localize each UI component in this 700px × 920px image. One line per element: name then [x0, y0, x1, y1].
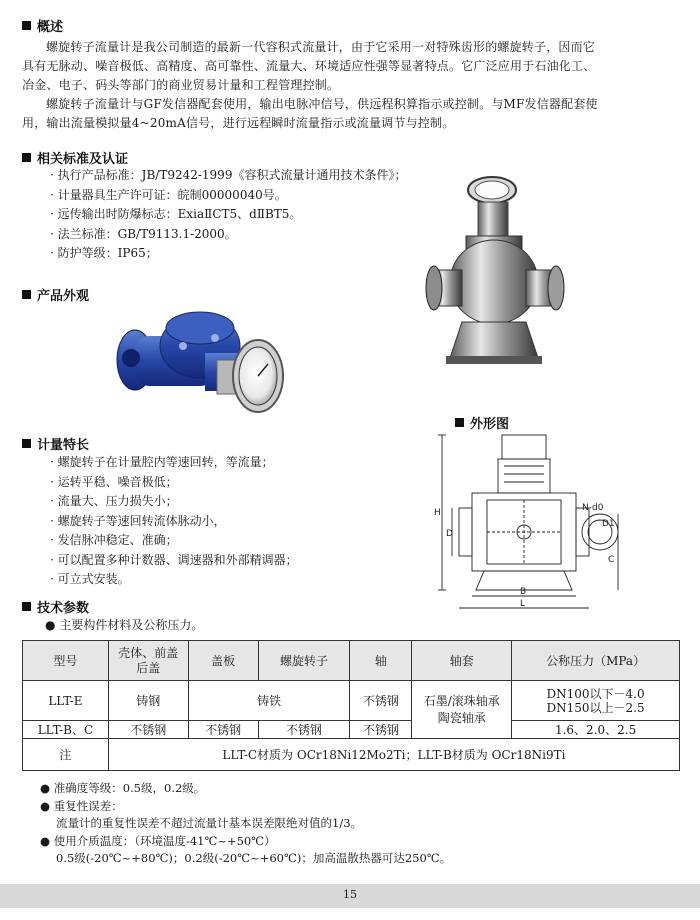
features-item: · 发信脉冲稳定、准确； — [50, 531, 298, 551]
standards-item: · 执行产品标准：JB/T9242-1999《容积式流量计通用技术条件》； — [50, 166, 406, 186]
note-repeat-text: 流量计的重复性误差不超过流量计基本误差限绝对值的1/3。 — [56, 816, 363, 830]
note-temp-text: 0.5级(-20℃~+80℃)；0.2级(-20℃~+60℃)；加高温散热器可达250℃。 — [56, 851, 452, 865]
table-header-row — [23, 641, 680, 681]
features-item: · 螺旋转子在计量腔内等速回转，等流量； — [50, 453, 298, 473]
overview-heading: 概述 — [22, 16, 63, 35]
table-cell: 注 — [23, 739, 109, 771]
section-square-icon — [22, 439, 31, 448]
blue-flowmeter-photo — [105, 298, 305, 428]
dim-label-H: H — [434, 508, 441, 518]
table-header-cell: 型号 — [23, 641, 109, 681]
bullet-dot-icon: ● — [45, 618, 56, 632]
features-item: · 运转平稳、噪音极低； — [50, 473, 298, 493]
note-accuracy: ● 准确度等级：0.5级，0.2级。 — [40, 781, 206, 795]
table-row — [23, 681, 680, 721]
table-header-cell: 公称压力（MPa） — [512, 641, 680, 681]
standards-item: · 防护等级：IP65； — [50, 244, 406, 264]
dim-label-B: B — [520, 587, 527, 597]
table-cell: 1.6、2.0、2.5 — [512, 721, 680, 739]
overview-line: 具有无脉动、噪音极低、高精度、高可靠性、流量大、环境适应性强等显著特点。它广泛应用于石油化工、 — [22, 59, 596, 73]
dim-label-C: C — [608, 555, 615, 565]
table-cell: LLT-B、C — [23, 721, 109, 739]
section-square-icon — [455, 418, 464, 427]
bullet-dot-icon: ● — [40, 833, 51, 848]
features-item: · 流量大、压力损失小； — [50, 492, 298, 512]
table-cell: 石墨/滚珠轴承 陶瓷轴承 — [412, 681, 512, 739]
dim-label-nd: N-d0 — [582, 503, 604, 513]
section-square-icon — [22, 290, 31, 299]
table-cell: 不锈钢 — [350, 721, 412, 739]
bullet-dot-icon: ● — [40, 781, 51, 795]
table-header-cell: 螺旋转子 — [258, 641, 350, 681]
table-cell: 不锈钢 — [108, 721, 188, 739]
section-square-icon — [22, 153, 31, 162]
standards-item: · 远传输出时防爆标志：ExiaⅡCT5、dⅡBT5。 — [50, 205, 406, 225]
table-note-row — [23, 739, 680, 771]
note-temp-title: ● 使用介质温度：（环境温度-41℃~+50℃） — [40, 833, 276, 848]
table-cell: LLT-E — [23, 681, 109, 721]
dim-label-D: D — [446, 529, 453, 539]
table-header-cell: 盖板 — [188, 641, 258, 681]
table-cell: LLT-C材质为 OCr18Ni12Mo2Ti；LLT-B材质为 OCr18Ni9Ti — [108, 739, 679, 771]
notes-block — [40, 780, 451, 868]
tech-subheading: ● 主要构件材料及公称压力。 — [45, 618, 204, 632]
overview-line: 用，输出流量模拟量4~20mA信号，进行远程瞬时流量指示或流量调节与控制。 — [22, 116, 455, 130]
page-footer-bar — [0, 884, 700, 908]
table-cell: 铸铁 — [188, 681, 350, 721]
features-list — [50, 453, 298, 590]
section-square-icon — [22, 602, 31, 611]
appearance-heading: 产品外观 — [22, 285, 89, 304]
section-square-icon — [22, 21, 31, 30]
drawing-heading: 外形图 — [455, 413, 509, 432]
stainless-flowmeter-photo — [422, 172, 572, 382]
table-row — [23, 721, 680, 739]
table-cell: 不锈钢 — [258, 721, 350, 739]
overview-paragraph — [22, 38, 680, 133]
tech-heading: 技术参数 — [22, 597, 89, 616]
table-cell: DN100以下－4.0 DN150以上－2.5 — [512, 681, 680, 721]
table-cell: 不锈钢 — [350, 681, 412, 721]
dim-label-D1: D1 — [602, 519, 615, 529]
standards-heading: 相关标准及认证 — [22, 148, 128, 167]
table-header-cell: 轴套 — [412, 641, 512, 681]
features-item: · 可立式安装。 — [50, 570, 298, 590]
table-cell: 不锈钢 — [188, 721, 258, 739]
spec-table — [22, 640, 680, 771]
table-header-cell: 壳体、前盖 后盖 — [108, 641, 188, 681]
overview-line: 螺旋转子流量计是我公司制造的最新一代容积式流量计，由于它采用一对特殊齿形的螺旋转子，因而它 — [46, 40, 596, 54]
outline-drawing — [432, 430, 622, 615]
features-item: · 可以配置多种计数器、调速器和外部精调器； — [50, 551, 298, 571]
standards-list — [50, 166, 406, 264]
standards-item: · 法兰标准：GB/T9113.1-2000。 — [50, 225, 406, 245]
standards-item: · 计量器具生产许可证：皖制00000040号。 — [50, 186, 406, 206]
overview-line: 冶金、电子、码头等部门的商业贸易计量和工程管理控制。 — [22, 78, 340, 92]
features-heading: 计量特长 — [22, 434, 89, 453]
dim-label-L: L — [520, 599, 526, 609]
table-cell: 铸钢 — [108, 681, 188, 721]
page-number: 15 — [343, 888, 357, 901]
bullet-dot-icon: ● — [40, 798, 51, 813]
overview-line: 螺旋转子流量计与GF发信器配套使用，输出电脉冲信号，供远程积算指示或控制。与MF发信器配套使 — [46, 97, 598, 111]
note-repeat-title: ● 重复性误差： — [40, 798, 123, 813]
features-item: · 螺旋转子等速回转流体脉动小， — [50, 512, 298, 532]
table-header-cell: 轴 — [350, 641, 412, 681]
